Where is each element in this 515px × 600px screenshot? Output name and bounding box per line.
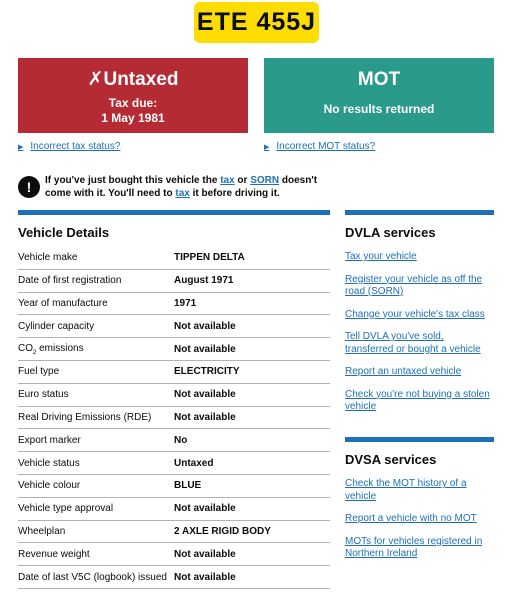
- registration-plate: ETE 455J: [194, 2, 319, 43]
- dvla-services-panel: [345, 210, 494, 424]
- row-value: No: [174, 434, 188, 446]
- incorrect-tax-link[interactable]: [18, 141, 120, 152]
- table-row: [18, 315, 330, 338]
- mot-status-title: MOT: [357, 69, 401, 90]
- check-stolen-link[interactable]: Check you're not buying a stolen vehicle: [345, 388, 490, 412]
- row-value: Not available: [174, 320, 236, 332]
- change-tax-class-link[interactable]: Change your vehicle's tax class: [345, 308, 485, 320]
- table-row: [18, 543, 330, 566]
- row-label: Date of last V5C (logbook) issued: [18, 571, 167, 583]
- mot-status-text: No results returned: [323, 102, 435, 116]
- triangle-right-icon: ▶: [264, 143, 270, 151]
- table-row: [18, 498, 330, 521]
- vehicle-details-list: [18, 247, 330, 589]
- row-label: Vehicle type approval: [18, 503, 114, 515]
- warning-message: If you've just bought this vehicle the tax or SORN doesn't come with it. You'll need to tax it before driving it.: [45, 175, 318, 199]
- row-value: 1971: [174, 297, 197, 309]
- row-label: Euro status: [18, 389, 69, 401]
- report-no-mot-link[interactable]: Report a vehicle with no MOT: [345, 513, 477, 524]
- row-label: Revenue weight: [18, 548, 90, 560]
- table-row: [18, 521, 330, 544]
- table-row: [18, 384, 330, 407]
- mot-history-link[interactable]: Check the MOT history of a vehicle: [345, 478, 467, 502]
- tax-due-date: 1 May 1981: [101, 111, 165, 125]
- row-value: Not available: [174, 503, 236, 515]
- tax-status-title: ✗Untaxed: [87, 69, 179, 90]
- table-row: [18, 361, 330, 384]
- tell-dvla-link[interactable]: Tell DVLA you've sold, transferred or bought a vehicle: [345, 331, 481, 355]
- row-value: Not available: [174, 411, 236, 423]
- row-label: Vehicle status: [18, 457, 80, 469]
- incorrect-mot-label: Incorrect MOT status?: [276, 141, 376, 152]
- panel-rule: [18, 210, 330, 215]
- row-label: Date of first registration: [18, 275, 122, 287]
- sorn-register-link[interactable]: Register your vehicle as off the road (SORN): [345, 273, 483, 297]
- dvsa-services-heading: DVSA services: [345, 452, 437, 467]
- row-value: TIPPEN DELTA: [174, 252, 245, 264]
- row-value: BLUE: [174, 480, 202, 492]
- row-value: Not available: [174, 571, 236, 583]
- row-value: Not available: [174, 389, 236, 401]
- row-label: Real Driving Emissions (RDE): [18, 411, 152, 423]
- row-value: August 1971: [174, 275, 234, 287]
- row-value: Untaxed: [174, 457, 214, 469]
- vehicle-details-heading: Vehicle Details: [18, 225, 110, 240]
- cross-icon: ✗: [87, 69, 104, 90]
- warning-text: [18, 174, 338, 200]
- table-row: [18, 407, 330, 430]
- vehicle-details-panel: [18, 210, 330, 589]
- panel-rule: [345, 437, 494, 442]
- table-row: [18, 475, 330, 498]
- row-label: Export marker: [18, 434, 81, 446]
- table-row: [18, 270, 330, 293]
- warning-icon: !: [18, 176, 40, 198]
- row-label: Vehicle make: [18, 252, 78, 264]
- table-row: [18, 293, 330, 316]
- row-value: 2 AXLE RIGID BODY: [174, 525, 271, 537]
- report-untaxed-link[interactable]: Report an untaxed vehicle: [345, 366, 462, 377]
- tax-due-label: Tax due:: [108, 96, 158, 110]
- incorrect-mot-link[interactable]: [264, 141, 375, 152]
- sorn-link[interactable]: SORN: [250, 175, 280, 186]
- row-label: $CO_2$ emissions: [18, 342, 84, 356]
- triangle-right-icon: ▶: [18, 143, 24, 151]
- row-value: ELECTRICITY: [174, 366, 240, 378]
- table-row: [18, 566, 330, 589]
- dvsa-services-panel: [345, 437, 494, 571]
- table-row: [18, 452, 330, 475]
- row-label: Cylinder capacity: [18, 320, 95, 332]
- row-label: Vehicle colour: [18, 480, 81, 492]
- row-label: Wheelplan: [18, 525, 66, 537]
- table-row: [18, 247, 330, 270]
- row-label: Fuel type: [18, 366, 60, 378]
- incorrect-tax-label: Incorrect tax status?: [30, 141, 121, 152]
- mot-status-panel: [264, 58, 494, 133]
- table-row: [18, 338, 330, 361]
- row-value: Not available: [174, 548, 236, 560]
- tax-your-vehicle-link[interactable]: Tax your vehicle: [345, 251, 417, 262]
- row-value: Not available: [174, 343, 236, 355]
- table-row: [18, 429, 330, 452]
- row-label: Year of manufacture: [18, 297, 108, 309]
- ni-mot-link[interactable]: MOTs for vehicles registered in Northern Ireland: [345, 535, 483, 559]
- tax-status-panel: [18, 58, 248, 133]
- tax-link-2[interactable]: tax: [175, 188, 190, 199]
- tax-link[interactable]: tax: [220, 175, 235, 186]
- panel-rule: [345, 210, 494, 215]
- dvla-services-heading: DVLA services: [345, 225, 436, 240]
